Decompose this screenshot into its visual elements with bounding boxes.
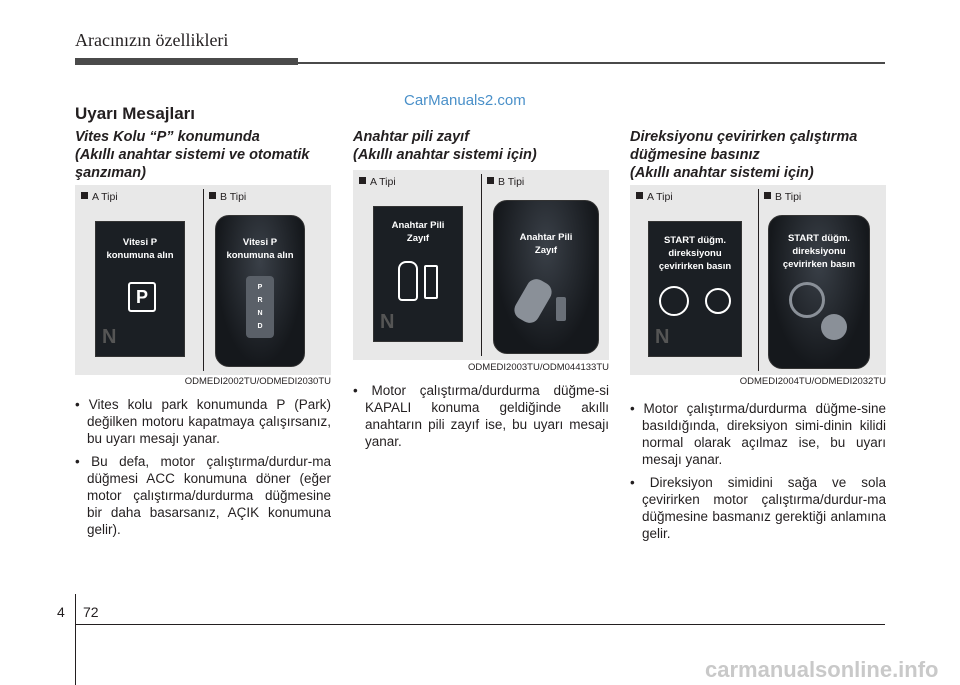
subhead-line: düğmesine basınız	[630, 147, 760, 163]
gear-indicator: N	[102, 326, 117, 348]
display-screen-b	[215, 215, 305, 367]
square-bullet-icon	[487, 177, 494, 184]
tab-b-label: B Tipi	[764, 191, 801, 203]
bullet-list-col1	[75, 396, 331, 544]
tab-a-label: A Tipi	[81, 191, 118, 203]
panel-divider	[481, 174, 482, 356]
subhead-col2	[353, 128, 613, 164]
list-item: • Motor çalıştırma/durdurma düğme-sine basıldığında, direksiyon simi-dinin kilidi normal olarak açılmaz ise, bu uyarı mesajı yanar.	[630, 401, 886, 467]
figure-panel-col3	[630, 185, 886, 375]
section-title: Uyarı Mesajları	[75, 104, 196, 123]
footer-rule	[75, 624, 885, 625]
screen-message: Vitesi P konumuna alın	[226, 237, 294, 261]
header-rule	[298, 62, 885, 64]
figure-panel-col1	[75, 185, 331, 375]
bullet-list-col2	[353, 382, 609, 456]
square-bullet-icon	[636, 192, 643, 199]
page-header-title: Aracınızın özellikleri	[75, 30, 229, 50]
screen-message: Vitesi P konumuna alın	[106, 237, 174, 261]
gear-indicator: N	[380, 311, 395, 333]
display-screen-a	[95, 221, 185, 357]
battery-icon	[424, 265, 438, 299]
list-item: • Direksiyon simidini sağa ve sola çevirirken motor çalıştırma/durdur-ma düğmesine basmanız gerektiği anlamına gelir.	[630, 475, 886, 541]
screen-message: START düğm. direksiyonu çevirirken basın	[782, 233, 856, 270]
list-item: • Motor çalıştırma/durdurma düğme-si KAPALI konuma geldiğinde akıllı anahtarın pili zayıf ise, bu uyarı mesajı yanar.	[353, 383, 609, 449]
subhead-line: (Akıllı anahtar sistemi için)	[353, 147, 537, 163]
tab-a-label: A Tipi	[359, 176, 396, 188]
park-icon: P	[128, 282, 156, 312]
panel-divider	[203, 189, 204, 371]
list-item: • Vites kolu park konumunda P (Park) değilken motoru kapatmaya çalışırsanız, bu uyarı mesajı yanar.	[75, 397, 331, 446]
gear-selector-icon: P R N D	[246, 276, 274, 338]
square-bullet-icon	[359, 177, 366, 184]
tab-b-label: B Tipi	[487, 176, 524, 188]
subhead-line: (Akıllı anahtar sistemi için)	[630, 165, 814, 181]
header-bar	[75, 58, 298, 65]
panel-divider	[758, 189, 759, 371]
steering-wheel-icon	[789, 282, 825, 318]
tab-a-label: A Tipi	[636, 191, 673, 203]
smart-key-icon	[398, 261, 418, 301]
screen-message: START düğm. direksiyonu çevirirken basın	[658, 235, 732, 272]
display-screen-a	[373, 206, 463, 342]
battery-icon	[556, 297, 566, 321]
display-screen-a	[648, 221, 742, 357]
bullet-list-col3	[630, 400, 886, 548]
subhead-col3	[630, 128, 890, 182]
steering-wheel-icon	[659, 286, 689, 316]
subhead-line: Anahtar pili zayıf	[353, 129, 470, 145]
figure-caption-col2: ODMEDI2003TU/ODM044133TU	[468, 362, 609, 373]
figure-caption-col1: ODMEDI2002TU/ODMEDI2030TU	[184, 376, 331, 387]
smart-key-icon	[511, 275, 556, 326]
footer-divider	[75, 594, 76, 685]
chapter-number: 4	[57, 604, 65, 620]
display-screen-b	[493, 200, 599, 354]
square-bullet-icon	[81, 192, 88, 199]
subhead-line: şanzıman)	[75, 165, 146, 181]
screen-message: Anahtar Pili Zayıf	[519, 232, 573, 256]
subhead-col1	[75, 128, 345, 182]
subhead-line: Vites Kolu “P” konumunda	[75, 129, 260, 145]
watermark-top: CarManuals2.com	[404, 92, 526, 109]
square-bullet-icon	[764, 192, 771, 199]
start-button-icon	[821, 314, 847, 340]
subhead-line: (Akıllı anahtar sistemi ve otomatik	[75, 147, 310, 163]
gear-indicator: N	[655, 326, 670, 348]
page-number: 72	[83, 604, 99, 620]
figure-caption-col3: ODMEDI2004TU/ODMEDI2032TU	[739, 376, 886, 387]
screen-message: Anahtar Pili Zayıf	[391, 220, 445, 244]
tab-b-label: B Tipi	[209, 191, 246, 203]
figure-panel-col2	[353, 170, 609, 360]
subhead-line: Direksiyonu çevirirken çalıştırma	[630, 129, 858, 145]
square-bullet-icon	[209, 192, 216, 199]
start-button-icon	[705, 288, 731, 314]
list-item: • Bu defa, motor çalıştırma/durdur-ma düğmesi ACC konumuna döner (eğer motor çalıştırma/durdurma düğmesine bir daha basarsanız, AÇIK konumuna gelir).	[75, 454, 331, 537]
display-screen-b	[768, 215, 870, 369]
watermark-bottom: carmanualsonline.info	[705, 657, 939, 682]
